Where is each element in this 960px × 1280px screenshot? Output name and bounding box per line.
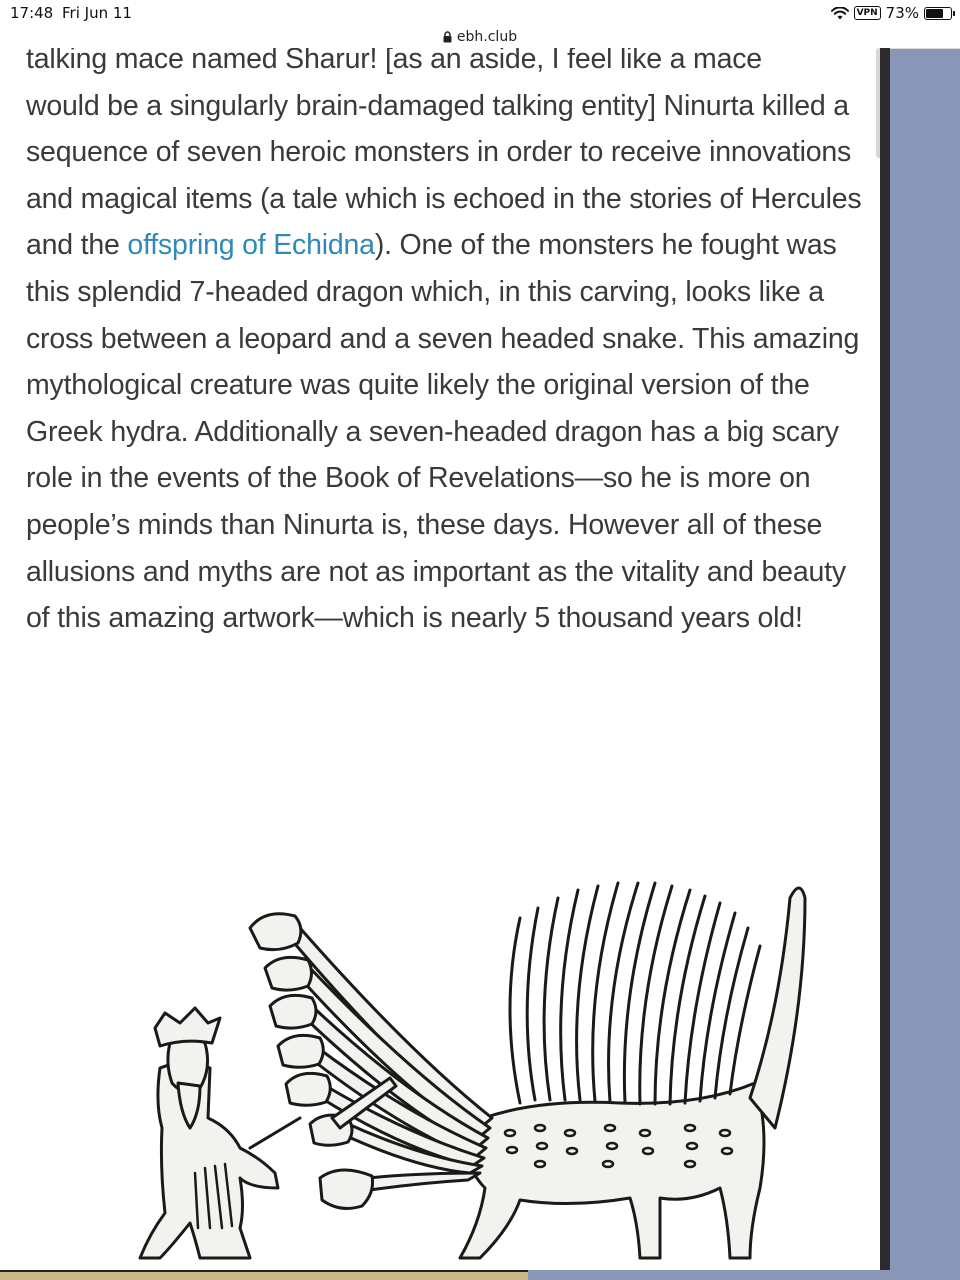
- article-paragraph-end: ). One of the monsters he fought was this splendid 7-headed dragon which, in this carving, looks like a cross between a leopard and a seven headed snake. This amazing mythological creature was quite likely the original version of the Greek hydra. Additionally a seven-headed dragon has a big scary role in the events of the Book of Revelations—so he is more on people’s minds than Ninurta is, these days. However all of these allusions and myths are not as important as the vitality and beauty of this amazing artwork—which is nearly 5 thousand years old!: [26, 229, 860, 635]
- battery-icon: [924, 7, 952, 20]
- page-edge-divider: [880, 48, 890, 1270]
- wifi-icon: [831, 7, 849, 20]
- web-page-content: [0, 48, 880, 1270]
- status-time: 17:48: [10, 4, 54, 22]
- status-bar: [0, 0, 960, 26]
- article-body: [26, 48, 866, 642]
- address-bar[interactable]: [0, 26, 960, 49]
- lock-icon: [443, 31, 452, 43]
- article-line-top: talking mace named Sharur! [as an aside, I feel like a mace: [26, 48, 762, 75]
- url-text[interactable]: ebh.club: [456, 29, 518, 45]
- status-date: Fri Jun 11: [62, 4, 132, 22]
- vpn-badge: VPN: [854, 6, 881, 20]
- battery-level-fill: [926, 9, 943, 18]
- article-paragraph-start: would be a singularly brain-damaged talking entity] Ninurta killed a sequence of seven heroic monsters in order to receive innovations and magical items (a tale which is echoed in the stories of Hercules and the: [26, 89, 862, 262]
- offspring-of-echidna-link[interactable]: offspring of Echidna: [127, 229, 375, 262]
- bottom-window-edge: [0, 1270, 528, 1280]
- battery-percent: 73%: [885, 4, 919, 22]
- seven-headed-dragon-illustration: [100, 828, 820, 1270]
- status-indicators: [831, 4, 952, 22]
